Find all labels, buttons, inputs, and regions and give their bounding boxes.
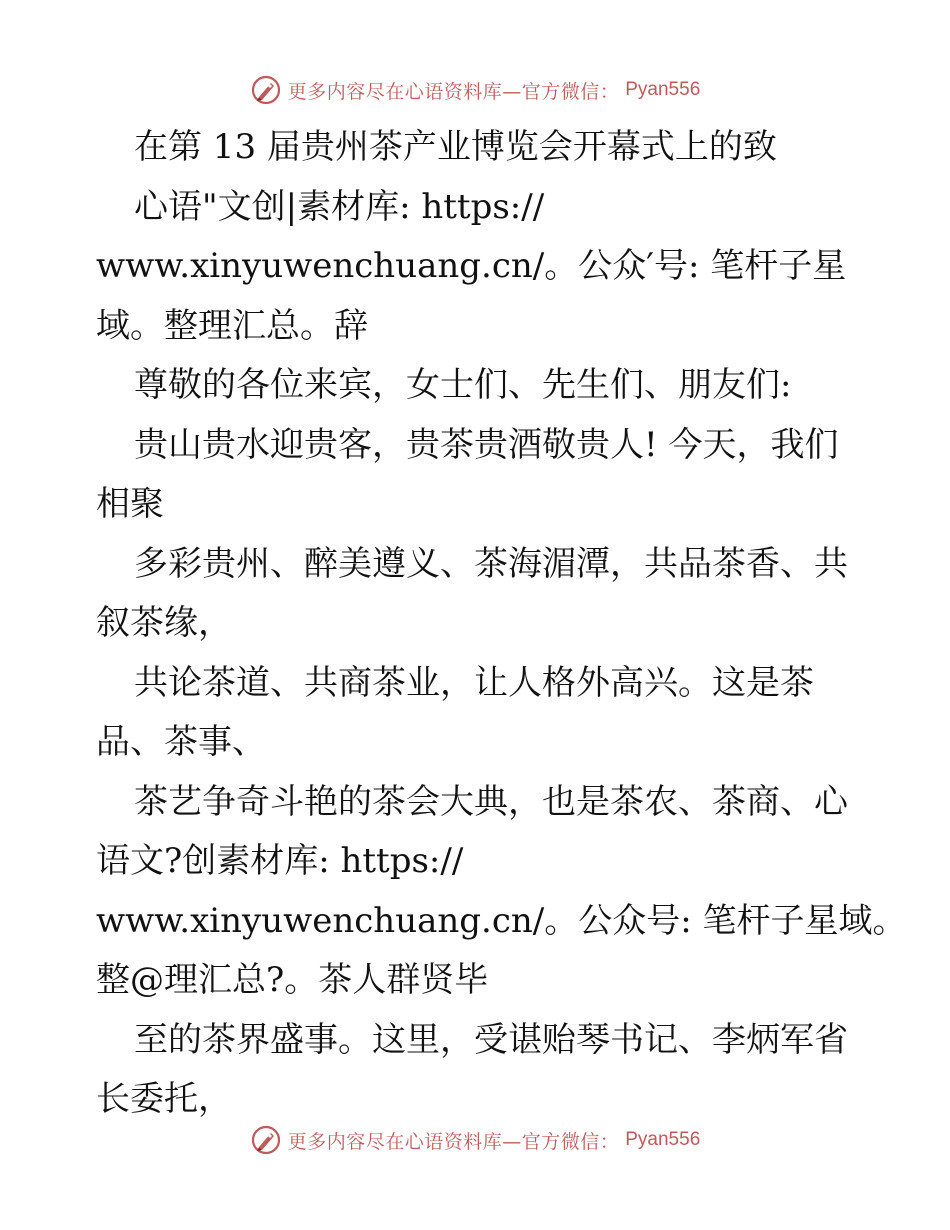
body-line: 尊敬的各位来宾，女士们、先生们、朋友们: (134, 365, 792, 405)
header-banner-handle: Pyan556 (625, 79, 701, 100)
body-line: 贵山贵水迎贵客，贵茶贵酒敬贵人! 今天，我们 (134, 424, 839, 465)
header-banner (0, 70, 950, 110)
pen-nib-logo-icon (250, 74, 282, 106)
body-line: 整@理汇总?。茶人群贤毕 (96, 960, 489, 1000)
body-line: 茶艺争奇斗艳的茶会大典，也是茶农、茶商、心 (134, 781, 848, 822)
body-line: 多彩贵州、醉美遵义、茶海湄潭，共品茶香、共 (134, 543, 848, 584)
body-line: www.xinyuwenchuang.cn/。公众′号: 笔杆子星 (96, 246, 847, 286)
header-banner-text: 更多内容尽在心语资料库—官方微信： (287, 80, 620, 103)
body-line: 语文?创素材库: https:// (96, 841, 464, 881)
body-line: 在第 13 届贵州茶产业博览会开幕式上的致 (134, 127, 777, 167)
body-line: 至的茶界盛事。这里，受谌贻琴书记、李炳军省 (134, 1019, 848, 1060)
footer-banner-handle: Pyan556 (625, 1129, 701, 1150)
body-line: 相聚 (96, 484, 164, 524)
footer-banner (0, 1120, 950, 1160)
footer-banner-inner (250, 1124, 701, 1156)
header-banner-inner (250, 74, 701, 106)
body-line: 长委托， (96, 1079, 232, 1119)
body-line: 域。整理汇总。辞 (96, 305, 368, 346)
body-line: 品、茶事、 (96, 722, 266, 762)
body-line: www.xinyuwenchuang.cn/。公众号: 笔杆子星域。 (96, 900, 907, 941)
footer-banner-text: 更多内容尽在心语资料库—官方微信： (287, 1130, 620, 1153)
body-line: 心语"文创|素材库: https:// (134, 186, 545, 227)
document-body (96, 118, 907, 1130)
body-line: 叙茶缘， (96, 603, 232, 643)
pen-nib-logo-icon (250, 1124, 282, 1156)
body-line: 共论茶道、共商茶业，让人格外高兴。这是茶 (134, 662, 814, 703)
